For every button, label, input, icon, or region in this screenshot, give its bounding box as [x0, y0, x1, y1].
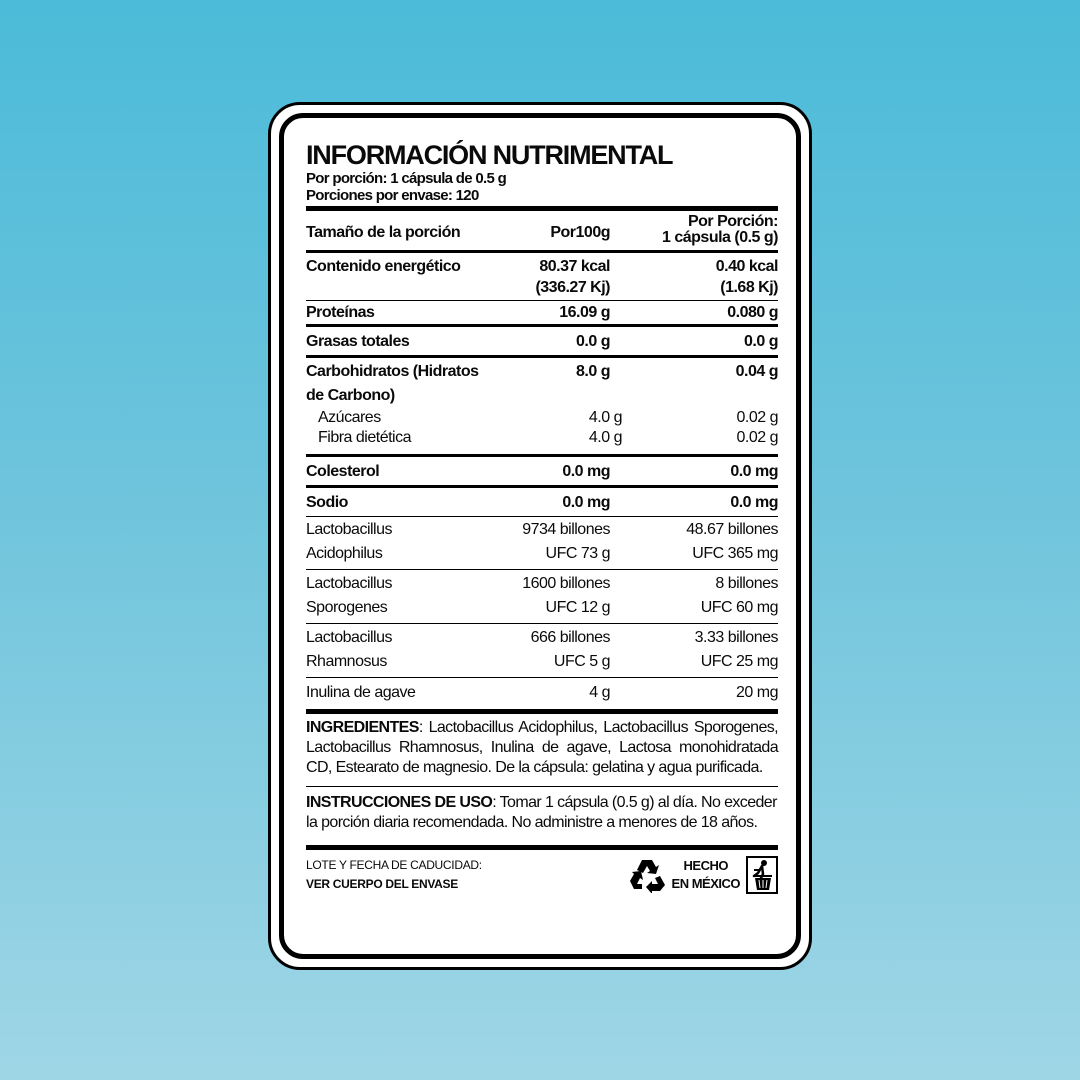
sugar-per-portion: 0.02 g: [736, 409, 778, 426]
acidophilus-per100-ufc: UFC 73 g: [545, 545, 610, 562]
label-footer: [306, 856, 778, 894]
acidophilus-portion-count: 48.67 billones: [686, 521, 778, 538]
inulin-label: Inulina de agave: [306, 684, 416, 701]
sporogenes-portion-ufc: UFC 60 mg: [700, 599, 778, 616]
sugar-row: [306, 408, 778, 428]
rhamnosus-per-portion: [610, 626, 778, 674]
servings-text: Porciones por envase: 120: [306, 187, 479, 204]
rhamnosus-portion-ufc: UFC 25 mg: [700, 653, 778, 670]
carbs-label-line2: de Carbono): [306, 387, 395, 404]
carbs-row: [306, 360, 778, 408]
sodium-label: Sodio: [306, 494, 348, 511]
rhamnosus-label-line1: Lactobacillus: [306, 629, 392, 646]
instructions-body: : Tomar 1 cápsula (0.5 g) al día. No exceder la porción diaria recomendada. No administre a menores de 18 años.: [306, 794, 777, 831]
divider: [306, 845, 778, 850]
ingredients-label: INGREDIENTES: [306, 719, 419, 736]
sporogenes-per-portion: [610, 572, 778, 620]
recycle-icon: [628, 857, 666, 893]
fiber-label: Fibra dietética: [318, 429, 411, 446]
lote-line1: LOTE Y FECHA DE CADUCIDAD:: [306, 858, 482, 872]
instructions-label: INSTRUCCIONES DE USO: [306, 794, 493, 811]
instructions-text: [306, 793, 778, 833]
fat-per-portion: 0.0 g: [744, 333, 778, 350]
made-in-line2: EN MÉXICO: [671, 876, 740, 891]
rhamnosus-per100-count: 666 billones: [530, 629, 610, 646]
sporogenes-per100: [516, 572, 610, 620]
cholesterol-per-portion: 0.0 mg: [730, 463, 778, 480]
acidophilus-per-portion: [610, 518, 778, 566]
energy-row: [306, 253, 778, 301]
rhamnosus-label: [306, 626, 516, 674]
energy-per100-kcal: 80.37 kcal: [539, 258, 610, 275]
inulin-per100: 4 g: [589, 684, 610, 701]
inulin-per-portion: 20 mg: [736, 684, 778, 701]
sugar-label: Azúcares: [318, 409, 381, 426]
cholesterol-row: [306, 457, 778, 488]
energy-label: Contenido energético: [306, 258, 461, 275]
divider: [306, 709, 778, 714]
sodium-per-portion: 0.0 mg: [730, 494, 778, 511]
lote-line2: VER CUERPO DEL ENVASE: [306, 877, 458, 891]
energy-per100-kj: (336.27 Kj): [535, 279, 610, 296]
acidophilus-portion-ufc: UFC 365 mg: [692, 545, 778, 562]
made-in-line1: HECHO: [683, 858, 728, 873]
ingredients-body: : Lactobacillus Acidophilus, Lactobacillus Sporogenes, Lactobacillus Rhamnosus, Inulina de agave, Lactosa monohidratada CD, Estearato de magnesio. De la cápsula: gelatina y agua purificada.: [306, 719, 778, 776]
carbs-label-line1: Carbohidratos (Hidratos: [306, 363, 479, 380]
fiber-row: [306, 428, 778, 448]
acidophilus-label: [306, 518, 516, 566]
carbs-per100: 8.0 g: [576, 363, 610, 380]
rhamnosus-row: [306, 624, 778, 678]
energy-portion-kcal: 0.40 kcal: [715, 258, 778, 275]
acidophilus-per100-count: 9734 billones: [522, 521, 610, 538]
sporogenes-label-line1: Lactobacillus: [306, 575, 392, 592]
sporogenes-label-line2: Sporogenes: [306, 599, 388, 616]
fat-label: Grasas totales: [306, 333, 410, 350]
energy-per-portion: [610, 256, 778, 298]
label-content: [306, 140, 778, 894]
acidophilus-label-line2: Acidophilus: [306, 545, 383, 562]
table-header: [306, 211, 778, 253]
footer-icons: [628, 856, 778, 894]
fat-row: [306, 327, 778, 358]
sodium-row: [306, 488, 778, 517]
sporogenes-row: [306, 570, 778, 624]
ingredients-text: [306, 718, 778, 778]
carbs-per-portion: 0.04 g: [735, 363, 778, 380]
rhamnosus-per100: [516, 626, 610, 674]
carbs-block: [306, 358, 778, 457]
label-title: INFORMACIÓN NUTRIMENTAL: [306, 140, 673, 170]
acidophilus-label-line1: Lactobacillus: [306, 521, 392, 538]
sugar-per100: 4.0 g: [588, 409, 622, 426]
rhamnosus-per100-ufc: UFC 5 g: [553, 653, 610, 670]
protein-per100: 16.09 g: [559, 304, 610, 321]
header-size: Tamaño de la porción: [306, 224, 461, 241]
header-per-portion: [610, 214, 778, 246]
header-per100: Por100g: [550, 224, 610, 241]
rhamnosus-label-line2: Rhamnosus: [306, 653, 387, 670]
cholesterol-per100: 0.0 mg: [562, 463, 610, 480]
sporogenes-per100-ufc: UFC 12 g: [545, 599, 610, 616]
divider: [306, 786, 778, 787]
protein-per-portion: 0.080 g: [727, 304, 778, 321]
sporogenes-label: [306, 572, 516, 620]
sodium-per100: 0.0 mg: [562, 494, 610, 511]
header-per-portion-line2: 1 cápsula (0.5 g): [662, 229, 778, 246]
trash-bin-icon: [746, 856, 778, 894]
protein-label: Proteínas: [306, 304, 375, 321]
lote-info: [306, 856, 482, 894]
energy-portion-kj: (1.68 Kj): [720, 279, 778, 296]
header-per-portion-line1: Por Porción:: [687, 213, 778, 230]
fat-per100: 0.0 g: [576, 333, 610, 350]
carbs-label: [306, 360, 516, 408]
made-in-mexico: [672, 857, 740, 893]
inulin-row: [306, 678, 778, 707]
protein-row: [306, 301, 778, 327]
portion-text: Por porción: 1 cápsula de 0.5 g: [306, 170, 507, 187]
acidophilus-per100: [516, 518, 610, 566]
sporogenes-per100-count: 1600 billones: [522, 575, 610, 592]
nutrition-label: [268, 102, 812, 970]
fiber-per100: 4.0 g: [588, 429, 622, 446]
acidophilus-row: [306, 517, 778, 570]
fiber-per-portion: 0.02 g: [736, 429, 778, 446]
sporogenes-portion-count: 8 billones: [715, 575, 778, 592]
energy-per100: [516, 256, 610, 298]
cholesterol-label: Colesterol: [306, 463, 380, 480]
rhamnosus-portion-count: 3.33 billones: [694, 629, 778, 646]
